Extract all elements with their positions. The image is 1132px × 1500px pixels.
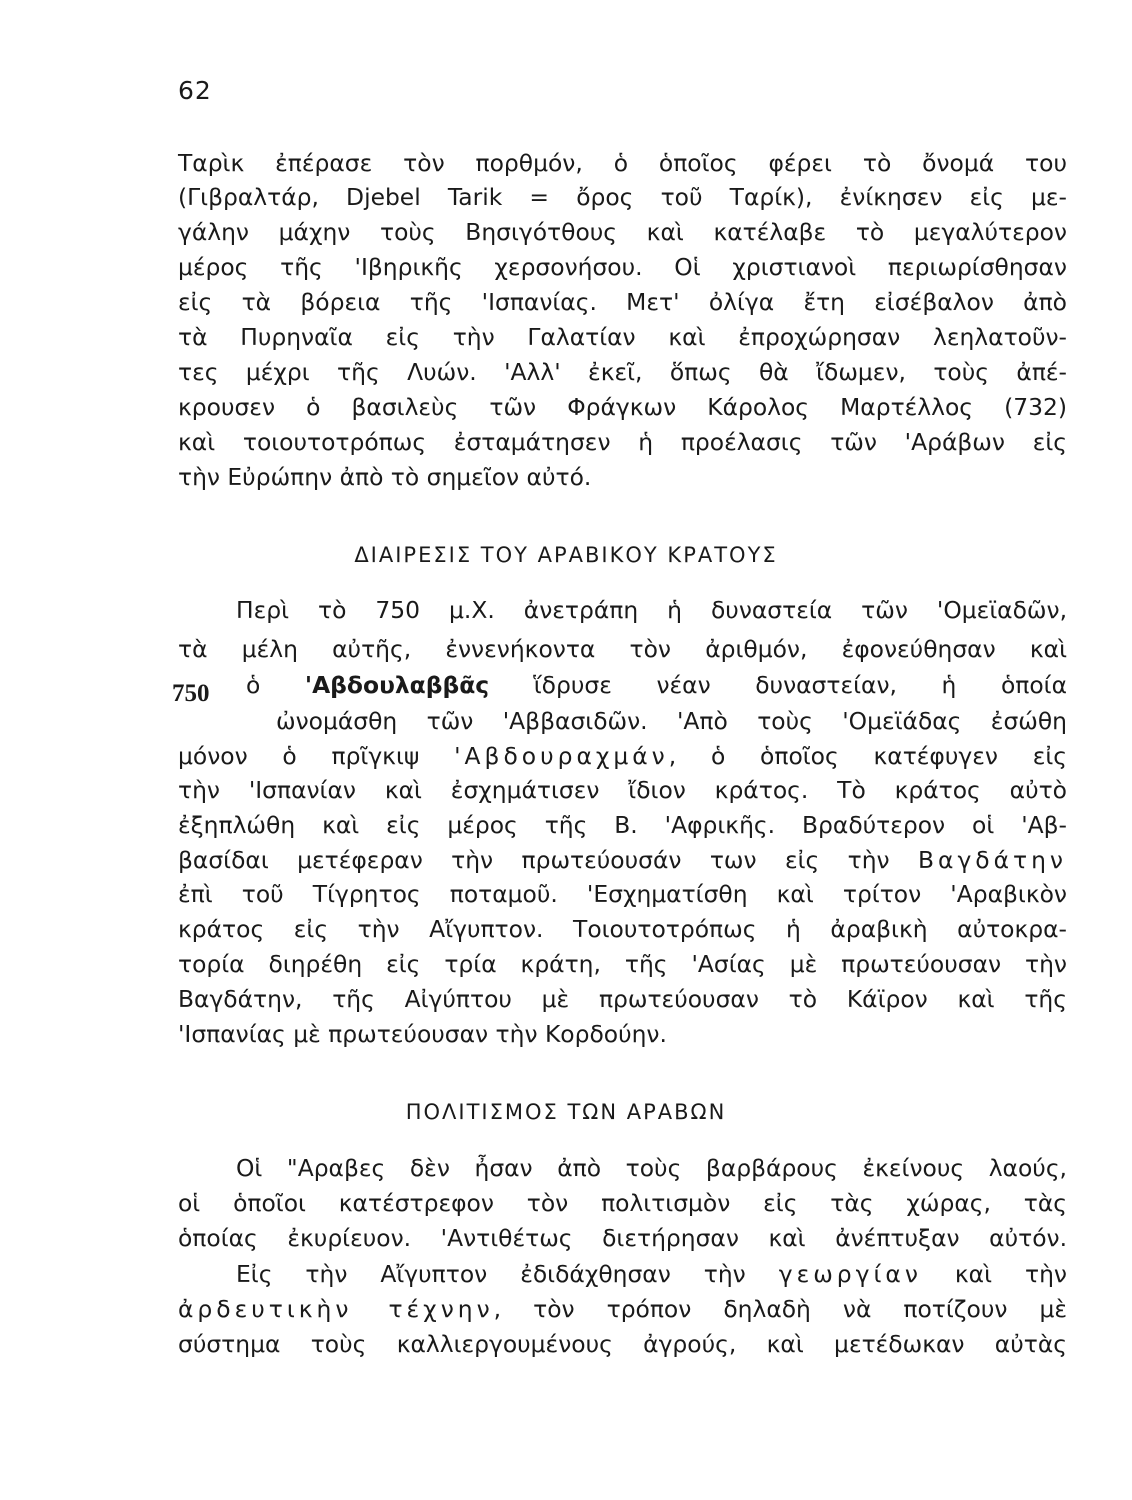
person-name-spaced: 'Αβδουραχμάν: [454, 742, 669, 770]
text-line: [178, 843, 1067, 877]
text-line: Ταρὶκ ἐπέρασε τὸν πορθμόν, ὁ ὁποῖος φέρει τὸ ὄνομά του: [178, 149, 1067, 177]
text-fragment: Εἰς τὴν Αἴγυπτον ἐδιδάχθησαν τὴν: [236, 1260, 779, 1288]
text-line: ὠνομάσθη τῶν 'Αββασιδῶν. 'Απὸ τοὺς 'Ομεϊάδας ἐσώθη: [276, 707, 1067, 735]
term-spaced: γεωργίαν: [778, 1260, 922, 1288]
text-line: γάλην μάχην τοὺς Βησιγότθους καὶ κατέλαβε τὸ μεγαλύτερον: [178, 218, 1067, 246]
text-line: τὴν Εὐρώπην ἀπὸ τὸ σημεῖον αὐτό.: [178, 463, 592, 491]
text-line: οἱ ὁποῖοι κατέστρεφον τὸν πολιτισμὸν εἰς τὰς χώρας, τὰς: [178, 1189, 1067, 1217]
text-line: κρουσεν ὁ βασιλεὺς τῶν Φράγκων Κάρολος Μαρτέλλος (732): [178, 393, 1067, 421]
person-name-bold: 'Αβδουλαββᾶς: [304, 671, 490, 699]
text-line: [236, 1257, 1067, 1291]
section-heading-civilization: ΠΟΛΙΤΙΣΜΟΣ ΤΩΝ ΑΡΑΒΩΝ: [405, 1100, 727, 1124]
text-line: (Γιβραλτάρ, Djebel Tarik = ὄρος τοῦ Ταρίκ), ἐνίκησεν εἰς με-: [178, 183, 1067, 211]
text-line: [178, 739, 1067, 773]
text-line: 'Ισπανίας μὲ πρωτεύουσαν τὴν Κορδούην.: [178, 1020, 667, 1048]
page-number: 62: [178, 76, 212, 105]
text-line: καὶ τοιουτοτρόπως ἐσταμάτησεν ἡ προέλασις τῶν 'Αράβων εἰς: [178, 428, 1067, 456]
text-line: [246, 668, 1067, 702]
text-fragment: , τὸν τρόπον δηλαδὴ νὰ ποτίζουν μὲ: [493, 1295, 1067, 1323]
text-line: τὰ Πυρηναῖα εἰς τὴν Γαλατίαν καὶ ἐπροχώρησαν λεηλατοῦν-: [178, 323, 1067, 351]
text-line: σύστημα τοὺς καλλιεργουμένους ἀγρούς, καὶ μετέδωκαν αὐτὰς: [178, 1330, 1067, 1358]
margin-year-note: 750: [172, 680, 210, 707]
text-line: εἰς τὰ βόρεια τῆς 'Ισπανίας. Μετ' ὀλίγα ἔτη εἰσέβαλον ἀπὸ: [178, 288, 1067, 316]
text-fragment: βασίδαι μετέφεραν τὴν πρωτεύουσάν των εἰς τὴν: [178, 846, 918, 874]
text-line: Βαγδάτην, τῆς Αἰγύπτου μὲ πρωτεύουσαν τὸ Κάϊρον καὶ τῆς: [178, 985, 1067, 1013]
text-fragment: ἵδρυσε νέαν δυναστείαν, ἡ ὁποία: [489, 671, 1068, 699]
place-name-spaced: Βαγδάτην: [917, 846, 1067, 874]
text-line: ἐξηπλώθη καὶ εἰς μέρος τῆς Β. 'Αφρικῆς. Βραδύτερον οἱ 'Αβ-: [178, 811, 1067, 839]
text-fragment: ὁ: [246, 671, 305, 699]
text-line: ἐπὶ τοῦ Τίγρητος ποταμοῦ. 'Εσχηματίσθη καὶ τρίτον 'Αραβικὸν: [178, 880, 1067, 908]
text-line: ὁποίας ἐκυρίευον. 'Αντιθέτως διετήρησαν καὶ ἀνέπτυξαν αὐτόν.: [178, 1224, 1067, 1252]
text-fragment: καὶ τὴν: [921, 1260, 1067, 1288]
text-line: τὴν 'Ισπανίαν καὶ ἐσχημάτισεν ἴδιον κράτος. Τὸ κράτος αὐτὸ: [178, 776, 1067, 804]
text-line: [178, 1292, 1067, 1326]
section-heading-division: ΔΙΑΙΡΕΣΙΣ ΤΟΥ ΑΡΑΒΙΚΟΥ ΚΡΑΤΟΥΣ: [354, 543, 778, 567]
text-line: Περὶ τὸ 750 μ.Χ. ἀνετράπη ἡ δυναστεία τῶν 'Ομεϊαδῶν,: [236, 596, 1067, 624]
term-spaced: ἀρδευτικὴν τέχνην: [178, 1295, 494, 1323]
text-line: μέρος τῆς 'Ιβηρικῆς χερσονήσου. Οἱ χριστιανοὶ περιωρίσθησαν: [178, 253, 1067, 281]
text-line: τορία διηρέθη εἰς τρία κράτη, τῆς 'Ασίας μὲ πρωτεύουσαν τὴν: [178, 950, 1067, 978]
text-fragment: , ὁ ὁποῖος κατέφυγεν εἰς: [668, 742, 1067, 770]
text-line: Οἱ "Αραβες δὲν ἦσαν ἀπὸ τοὺς βαρβάρους ἐκείνους λαούς,: [236, 1154, 1067, 1182]
text-fragment: μόνον ὁ πρῖγκιψ: [178, 742, 455, 770]
text-line: τες μέχρι τῆς Λυών. 'Αλλ' ἐκεῖ, ὅπως θὰ ἴδωμεν, τοὺς ἀπέ-: [178, 358, 1067, 386]
text-line: κράτος εἰς τὴν Αἴγυπτον. Τοιουτοτρόπως ἡ ἀραβικὴ αὐτοκρα-: [178, 915, 1067, 943]
text-line: τὰ μέλη αὐτῆς, ἐννενήκοντα τὸν ἀριθμόν, ἐφονεύθησαν καὶ: [178, 635, 1067, 663]
